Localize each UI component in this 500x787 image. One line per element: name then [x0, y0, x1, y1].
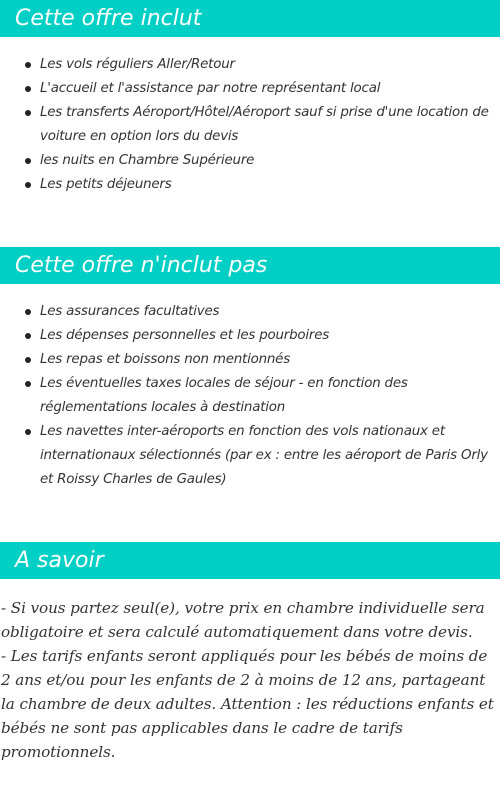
list-item: L'accueil et l'assistance par notre représentant local [0, 77, 500, 101]
savoir-paragraph: - Si vous partez seul(e), votre prix en chambre individuelle sera obligatoire et sera calculé automatiquement dans votre devis. [1, 599, 485, 641]
list-item: Les vols réguliers Aller/Retour [0, 53, 500, 77]
excludes-section-title: Cette offre n'inclut pas [0, 247, 500, 284]
excludes-list [0, 300, 500, 492]
savoir-text [1, 596, 497, 764]
savoir-section-title: A savoir [0, 542, 500, 579]
list-item: les nuits en Chambre Supérieure [0, 149, 500, 173]
includes-list [0, 53, 500, 197]
list-item: Les petits déjeuners [0, 173, 500, 197]
includes-section-title: Cette offre inclut [0, 0, 500, 37]
list-item: Les repas et boissons non mentionnés [0, 348, 500, 372]
savoir-paragraph: - Les tarifs enfants seront appliqués pour les bébés de moins de 2 ans et/ou pour les enfants de 2 à moins de 12 ans, partageant la chambre de deux adultes. Attention : les réductions enfants et bébés ne sont pas applicables dans le cadre de tarifs promotionnels. [1, 647, 494, 761]
list-item: Les assurances facultatives [0, 300, 500, 324]
list-item: Les dépenses personnelles et les pourboires [0, 324, 500, 348]
list-item: Les navettes inter-aéroports en fonction des vols nationaux et internationaux sélectionnés (par ex : entre les aéroport de Paris Orly et Roissy Charles de Gaules) [0, 420, 500, 492]
list-item: Les transferts Aéroport/Hôtel/Aéroport sauf si prise d'une location de voiture en option lors du devis [0, 101, 500, 149]
list-item: Les éventuelles taxes locales de séjour - en fonction des réglementations locales à destination [0, 372, 500, 420]
